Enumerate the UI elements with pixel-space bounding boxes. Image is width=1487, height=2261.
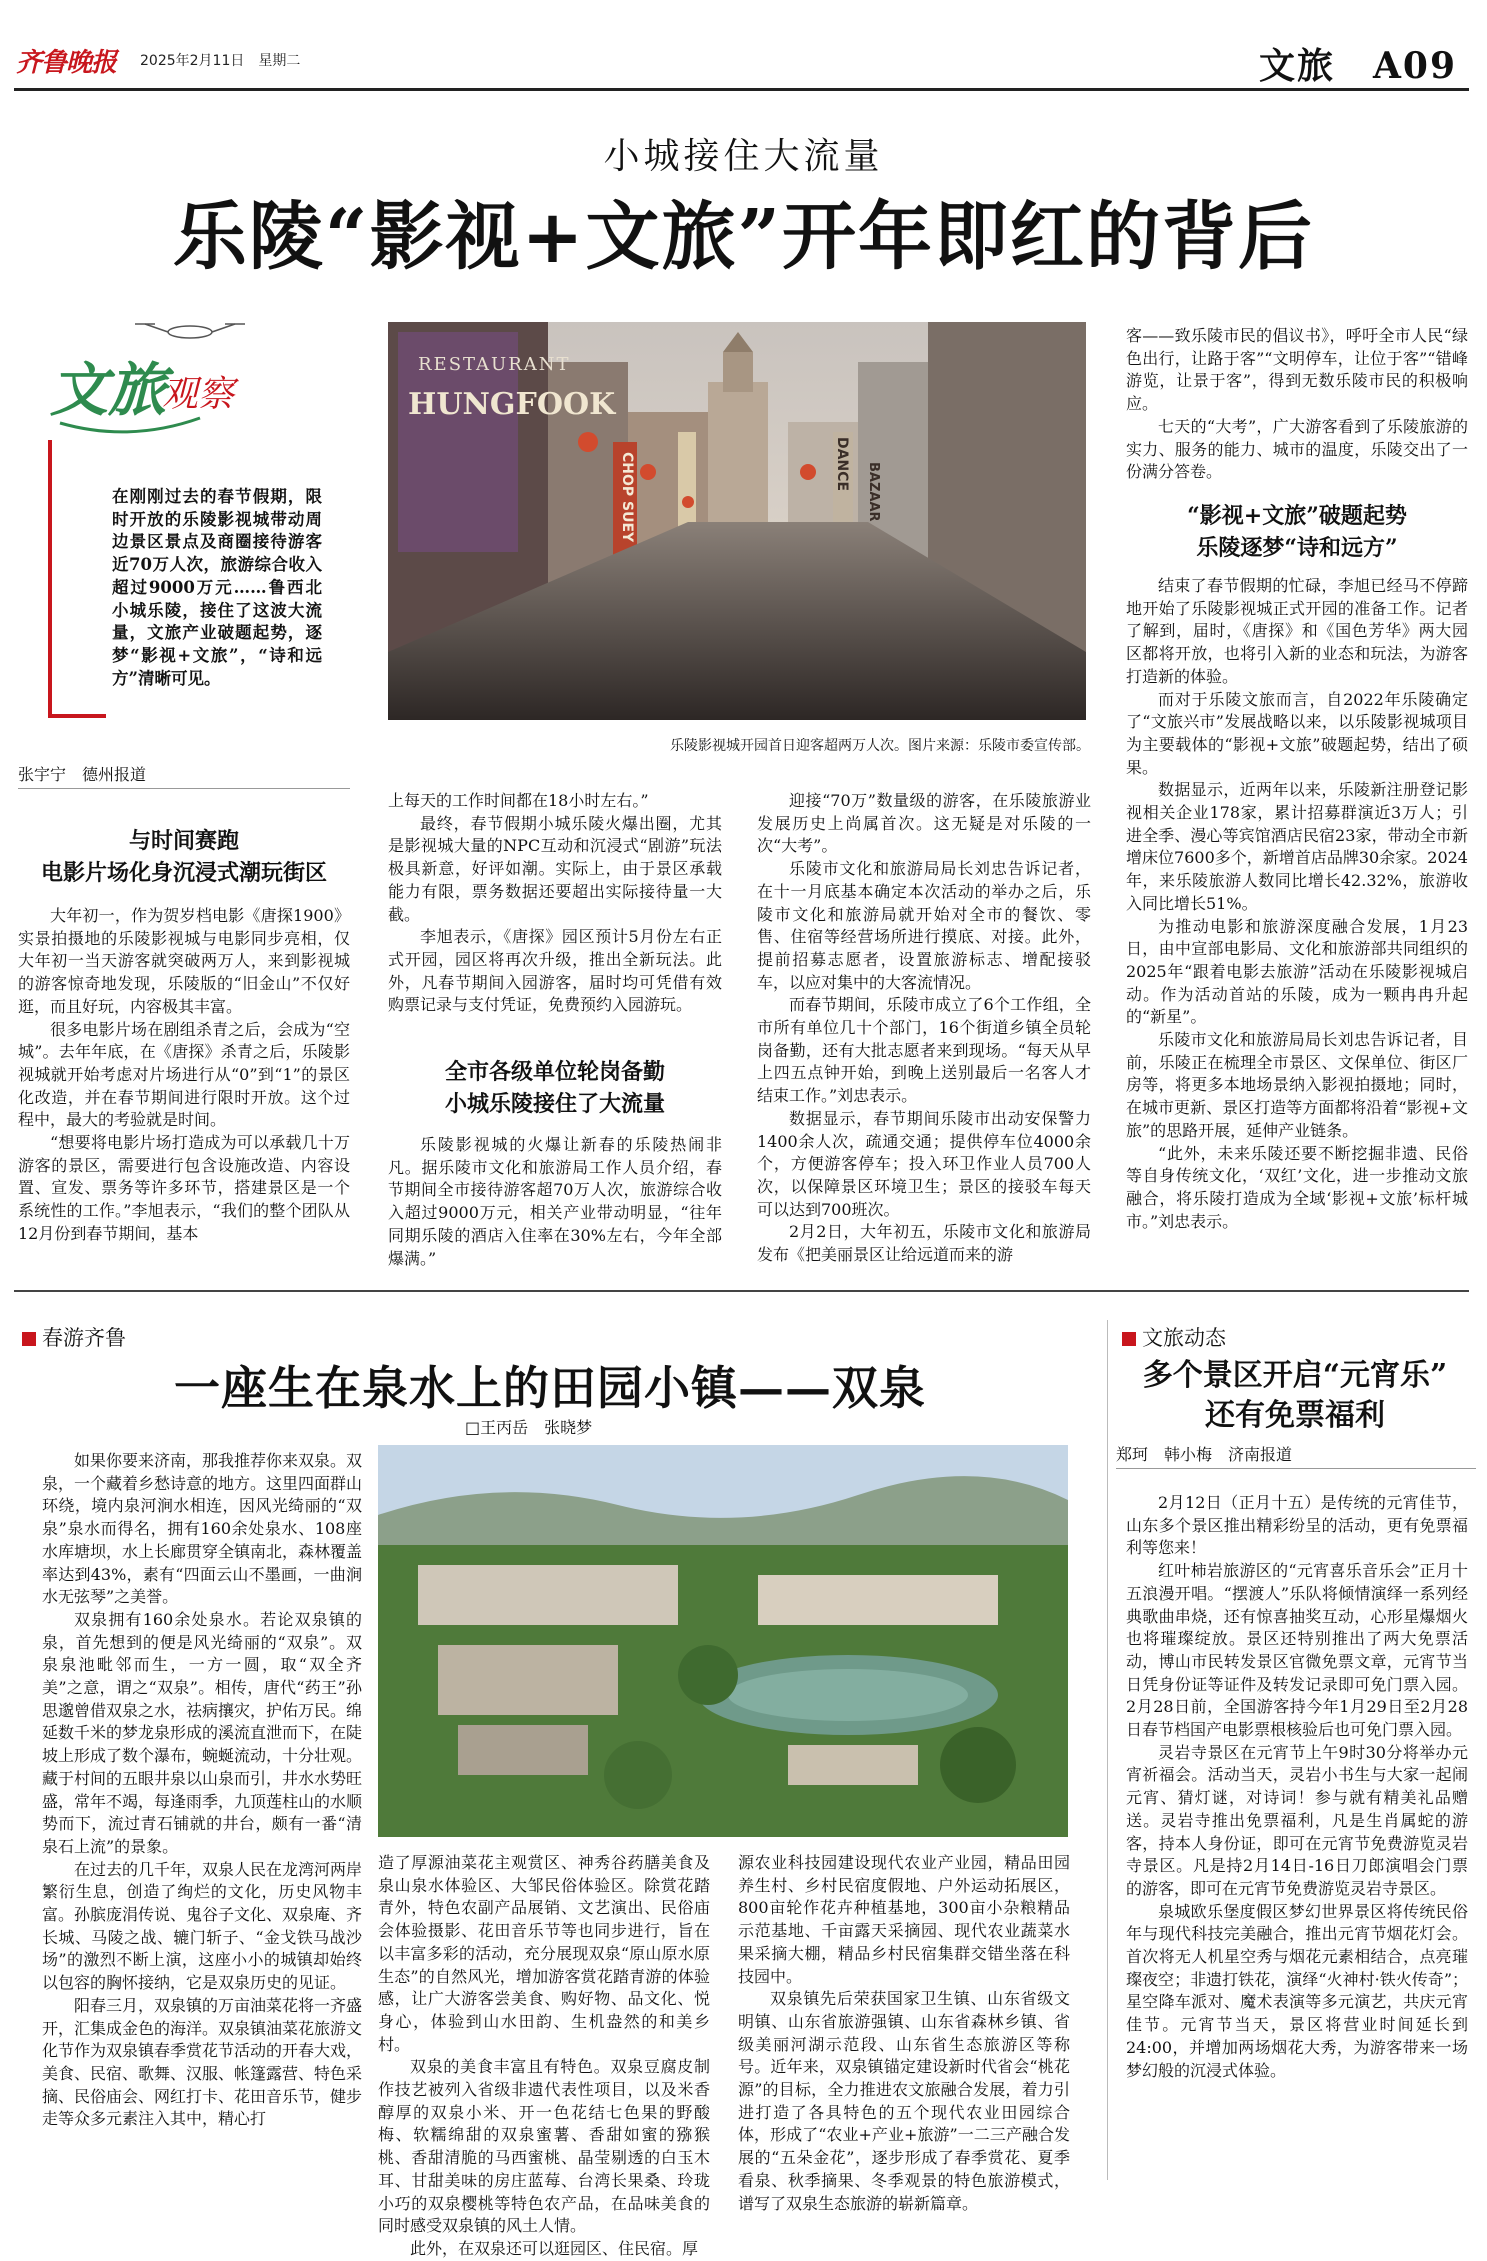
paragraph: 在过去的几千年，双泉人民在龙湾河两岸繁衍生息，创造了绚烂的文化，历史风物丰富。孙膑庞涓传说、鬼谷子文化、双泉庵、齐长城、马陵之战、辘门斩子、“金戈铁马战沙场”的激烈不断上演，这座小小的城镇却始终以包容的胸怀接纳，它是双泉历史的见证。 <box>42 1859 363 1993</box>
paragraph: 泉城欧乐堡度假区梦幻世界景区将传统民俗年与现代科技完美融合，推出元宵节烟花灯会。首次将无人机星空秀与烟花元素相结合，点亮璀璨夜空；非遗打铁花，演绎“火神村·铁火传奇”；星空降车派对、魔术表演等多元演艺，共庆元宵佳节。元宵节当天，景区将营业时间延长到24:00，并增加两场烟花大秀，为游客带来一场梦幻般的沉浸式体验。 <box>1126 1901 1468 2080</box>
photo-caption: 乐陵影视城开园首日迎客超两万人次。图片来源：乐陵市委宣传部。 <box>670 738 1090 754</box>
paragraph: 2月2日，大年初五，乐陵市文化和旅游局发布《把美丽景区让给远道而来的游 <box>757 1222 1091 1265</box>
paragraph: 李旭表示，《唐探》园区预计5月份左右正式开园，园区将再次升级，推出全新玩法。此外，凡春节期间入园游客，届时均可凭借有效购票记录与支付凭证，免费预约入园游玩。 <box>388 927 722 1015</box>
paragraph: 乐陵市文化和旅游局局长刘忠告诉记者，在十一月底基本确定本次活动的举办之后，乐陵市文化和旅游局就开始对全市的餐饮、零售、住宿等经营场所进行摸底、对接。此外，提前招募志愿者，设置旅游标志、增配接驳车，以应对集中的大客流情况。 <box>757 859 1091 992</box>
paragraph: 乐陵市文化和旅游局局长刘忠告诉记者，目前，乐陵正在梳理全市景区、文保单位、街区厂房等，将更多本地场景纳入影视拍摄地；同时，在城市更新、景区打造等方面都将沿着“影视+文旅”的思路开展，延伸产业链条。 <box>1126 1030 1468 1140</box>
sign-dance: DANCE <box>834 437 850 492</box>
header-rule <box>14 88 1469 91</box>
issue-date: 2025年2月11日 星期二 <box>140 53 301 69</box>
paragraph: 很多电影片场在剧组杀青之后，会成为“空城”。去年年底，在《唐探》杀青之后，乐陵影视城就开始考虑对片场进行从“0”到“1”的景区化改造，并在春节期间进行限时开放。这个过程中，最大的考验就是时间。 <box>18 1019 350 1130</box>
article2-col-3 <box>738 1852 1070 2215</box>
paragraph: 最终，春节假期小城乐陵火爆出圈，尤其是影视城大量的NPC互动和沉浸式“剧游”玩法极具新意，好评如潮。实际上，由于景区承载能力有限，票务数据还要超出实际接待量一大截。 <box>388 813 722 924</box>
shuangquan-photo <box>378 1445 1068 1837</box>
main-col-4b <box>1126 575 1468 1233</box>
main-col-2 <box>388 790 722 1017</box>
paragraph: 迎接“70万”数量级的游客，在乐陵旅游业发展历史上尚属首次。这无疑是对乐陵的一次“大考”。 <box>757 791 1091 856</box>
film-city-photo <box>388 322 1086 720</box>
lead-rule-vertical <box>48 440 52 718</box>
paragraph: 2月12日（正月十五）是传统的元宵佳节，山东多个景区推出精彩纷呈的活动，更有免票福利等您来！ <box>1126 1493 1468 1558</box>
byline-rule <box>1116 1468 1476 1469</box>
article-headline: 一座生在泉水上的田园小镇——双泉 <box>174 1361 926 1415</box>
sign-bazaar: BAZAAR <box>866 462 881 522</box>
column-logo <box>50 318 310 448</box>
sign-chop-suey: CHOP SUEY <box>619 452 635 543</box>
main-col-1 <box>18 905 350 1246</box>
sign-hungfook: HUNGFOOK <box>408 387 616 422</box>
paragraph: 而对于乐陵文旅而言，自2022年乐陵确定了“文旅兴市”发展战略以来，以乐陵影视城项目为主要载体的“影视+文旅”破题起势，结出了硕果。 <box>1126 689 1468 777</box>
subhead-duty: 全市各级单位轮岗备勤 小城乐陵接住了大流量 <box>444 1059 665 1117</box>
paragraph: 七天的“大考”，广大游客看到了乐陵旅游的实力、服务的能力、城市的温度，乐陵交出了一份满分答卷。 <box>1126 416 1468 482</box>
paragraph: 造了厚源油菜花主观赏区、神秀谷药膳美食及泉山泉水体验区、大邹民俗体验区。除赏花踏青外，特色农副产品展销、文艺演出、民俗庙会体验摄影、花田音乐节等也同步进行，旨在以丰富多彩的活动，充分展现双泉“原山原水原生态”的自然风光，增加游客赏花踏青游的体验感，让广大游客尝美食、购好物、品文化、悦身心，体验到山水田韵、生机盎然的和美乡村。 <box>378 1853 710 2054</box>
paragraph: 客——致乐陵市民的倡议书》，呼吁全市人民“绿色出行，让路于客”“文明停车，让位于客”“错峰游览，让景于客”，得到无数乐陵市民的积极响应。 <box>1126 326 1468 414</box>
section-tag-news <box>1122 1322 1226 1352</box>
kicker: 小城接住大流量 <box>603 136 884 177</box>
lead-paragraph: 在刚刚过去的春节假期，限时开放的乐陵影视城带动周边景区景点及商圈接待游客近70万人次，旅游综合收入超过9000万元……鲁西北小城乐陵，接住了这波大流量，文旅产业破题起势，逐梦“影视+文旅”，“诗和远方”清晰可见。 <box>112 487 322 688</box>
paragraph: 而春节期间，乐陵市成立了6个工作组，全市所有单位几十个部门，16个街道乡镇全员轮岗备勤，还有大批志愿者来到现场。“每天从早上四五点钟开始，到晚上送别最后一名客人才结束工作。”刘忠表示。 <box>757 995 1091 1106</box>
paragraph: 此外，在双泉还可以逛园区、住民宿。厚 <box>410 2238 699 2258</box>
paragraph: 源农业科技园建设现代农业产业园，精品田园养生村、乡村民宿度假地、户外运动拓展区，800亩轮作花卉种植基地，300亩小杂粮精品示范基地、千亩露天采摘园、现代农业蔬菜水果采摘大棚，精品乡村民宿集群交错坐落在科技园中。 <box>738 1853 1070 1986</box>
sidebar-headline: 多个景区开启“元宵乐” 还有免票福利 <box>1142 1358 1448 1433</box>
main-col-2b <box>388 1134 722 1270</box>
paragraph: 数据显示，春节期间乐陵市出动安保警力1400余人次，疏通交通；提供停车位4000余个，方便游客停车；投入环卫作业人员700人次，以保障景区环境卫生；景区的接驳车每天可以达到700班次。 <box>757 1108 1091 1219</box>
svg-text:文旅: 文旅 <box>50 356 167 424</box>
sign-restaurant: RESTAURANT <box>418 354 571 375</box>
subhead-poetry: “影视+文旅”破题起势 乐陵逐梦“诗和远方” <box>1187 503 1407 561</box>
section-page: 文旅 A09 <box>1258 45 1457 87</box>
byline-rule <box>18 788 350 789</box>
section-tag-spring <box>22 1322 126 1352</box>
paragraph: 上每天的工作时间都在18小时左右。” <box>388 791 649 810</box>
lead-rule-horizontal <box>48 714 106 718</box>
drone-icon <box>50 318 310 448</box>
tag-label: 文旅动态 <box>1142 1326 1226 1350</box>
sidebar-rule <box>1107 1320 1108 2180</box>
paragraph: 为推动电影和旅游深度融合发展，1月23日，由中宣部电影局、文化和旅游部共同组织的2025年“跟着电影去旅游”活动在乐陵影视城启动。作为活动首站的乐陵，成为一颗冉冉升起的“新星”。 <box>1126 916 1468 1027</box>
paragraph: 数据显示，近两年以来，乐陵新注册登记影视相关企业178家，累计招募群演近3万人；引进全季、漫心等宾馆酒店民宿23家，带动全市新增床位7600多个，新增首店品牌30余家。2024年，来乐陵旅游人数同比增长42.32%，旅游收入同比增长51%。 <box>1126 780 1468 913</box>
section-divider <box>14 1290 1469 1292</box>
headline: 乐陵“影视+文旅”开年即红的背后 <box>172 194 1315 280</box>
authors: □王丙岳 张晓梦 <box>465 1418 593 1437</box>
sidebar-col <box>1126 1492 1468 2082</box>
article2-col-2 <box>378 1852 710 2261</box>
paragraph: “此外，未来乐陵还要不断挖掘非遗、民俗等自身传统文化，‘双红’文化，进一步推动文旅融合，将乐陵打造成为全域‘影视+文旅’标杆城市。”刘忠表示。 <box>1126 1143 1468 1231</box>
paragraph: 乐陵影视城的火爆让新春的乐陵热闹非凡。据乐陵市文化和旅游局工作人员介绍，春节期间全市接待游客超70万人次，旅游综合收入超过9000万元，相关产业带动明显，“往年同期乐陵的酒店入住率在30%左右，今年全部爆满。” <box>388 1135 722 1268</box>
tag-label: 春游齐鲁 <box>42 1326 126 1350</box>
paragraph: “想要将电影片场打造成为可以承载几十万游客的景区，需要进行包含设施改造、内容设置、宣发、票务等许多环节，搭建景区是一个系统性的工作。”李旭表示，“我们的整个团队从12月份到春节期间，基本 <box>18 1133 350 1243</box>
byline: 张宇宁 德州报道 <box>18 765 147 784</box>
sidebar-byline: 郑珂 韩小梅 济南报道 <box>1116 1445 1293 1464</box>
article2-col-1 <box>42 1450 362 2131</box>
paragraph: 红叶柿岩旅游区的“元宵喜乐音乐会”正月十五浪漫开唱。“摆渡人”乐队将倾情演绎一系列经典歌曲串烧，还有惊喜抽奖互动，心形星爆烟火也将璀璨绽放。景区还特别推出了两大免票活动，博山市民转发景区官微免票文章，元宵节当日凭身份证等证件及转发记录即可免门票入园。2月28日前，全国游客持今年1月29日至2月28日春节档国产电影票根核验后也可免门票入园。 <box>1126 1561 1468 1740</box>
paragraph: 灵岩寺景区在元宵节上午9时30分将举办元宵祈福会。活动当天，灵岩小书生与大家一起闹元宵、猜灯谜，对诗词！参与就有精美礼品赠送。灵岩寺推出免票福利，凡是生肖属蛇的游客，持本人身份证，即可在元宵节免费游览灵岩寺景区。凡是持2月14日-16日刀郎演唱会门票的游客，即可在元宵节免费游览灵岩寺景区。 <box>1126 1742 1468 1898</box>
tag-square-icon <box>1122 1332 1136 1346</box>
subhead-time: 与时间赛跑 电影片场化身沉浸式潮玩街区 <box>40 828 327 886</box>
paragraph: 阳春三月，双泉镇的万亩油菜花将一齐盛开，汇集成金色的海洋。双泉镇油菜花旅游文化节作为双泉镇春季赏花节活动的开春大戏，美食、民宿、歌舞、汉服、帐篷露营、特色采摘、民俗庙会、网红打卡、花田音乐节，健步走等众多元素注入其中，精心打 <box>42 1995 363 2129</box>
paragraph: 结束了春节假期的忙碌，李旭已经马不停蹄地开始了乐陵影视城正式开园的准备工作。记者了解到，届时，《唐探》和《国色芳华》两大园区都将开放，也将引入新的业态和玩法，为游客打造新的体验。 <box>1126 576 1468 686</box>
masthead: 齐鲁晚报 <box>16 48 117 78</box>
paragraph: 双泉的美食丰富且有特色。双泉豆腐皮制作技艺被列入省级非遗代表性项目，以及米香醇厚的双泉小米、开一色花结七色果的野酸梅、软糯绵甜的双泉蜜薯、香甜如蜜的猕猴桃、香甜清脆的马西蜜桃、晶莹剔透的白玉木耳、甘甜美味的房庄蓝莓、台湾长果桑、玲珑小巧的双泉樱桃等特色农产品，在品味美食的同时感受双泉镇的风土人情。 <box>378 2057 710 2236</box>
paragraph: 双泉镇先后荣获国家卫生镇、山东省级文明镇、山东省旅游强镇、山东省森林乡镇、省级美丽河湖示范段、山东省生态旅游区等称号。近年来，双泉镇锚定建设新时代省会“桃花源”的目标，全力推进农文旅融合发展，着力引进打造了各具特色的五个现代农业田园综合体，形成了“农业+产业+旅游”一二三产融合发展的“五朵金花”，逐步形成了春季赏花、夏季看泉、秋季摘果、冬季观景的特色旅游模式，谱写了双泉生态旅游的崭新篇章。 <box>738 1989 1070 2213</box>
main-col-3 <box>757 790 1091 1267</box>
svg-text:观察: 观察 <box>162 374 235 415</box>
main-col-4a <box>1126 325 1468 484</box>
tag-square-icon <box>22 1332 36 1346</box>
paragraph: 双泉拥有160余处泉水。若论双泉镇的泉，首先想到的便是风光绮丽的“双泉”。双泉泉池毗邻而生，一方一圆，取“双全齐美”之意，谓之“双泉”。相传，唐代“药王”孙思邈曾借双泉之水，祛病攘灾，护佑万民。绵延数千米的梦龙泉形成的溪流直泄而下，在陡坡上形成了数个瀑布，蜿蜒流动，十分壮观。藏于村间的五眼井泉以山泉而引，井水水势旺盛，常年不竭，每逢雨季，九顶莲柱山的水顺势而下，流过青石铺就的井台，颇有一番“清泉石上流”的景象。 <box>42 1609 363 1856</box>
paragraph: 如果你要来济南，那我推荐你来双泉。双泉，一个藏着乡愁诗意的地方。这里四面群山环绕，境内泉河涧水相连，因风光绮丽的“双泉”泉水而得名，拥有160余处泉水、108座水库塘坝，水上长廊贯穿全镇南北，森林覆盖率达到43%，素有“四面云山不墨画，一曲涧水无弦琴”之美誉。 <box>42 1451 363 1607</box>
paragraph: 大年初一，作为贺岁档电影《唐探1900》实景拍摄地的乐陵影视城与电影同步亮相，仅大年初一当天游客就突破两万人，来到影视城的游客惊奇地发现，乐陵版的“旧金山”不仅好逛，而且好玩，内容极其丰富。 <box>18 906 350 1016</box>
